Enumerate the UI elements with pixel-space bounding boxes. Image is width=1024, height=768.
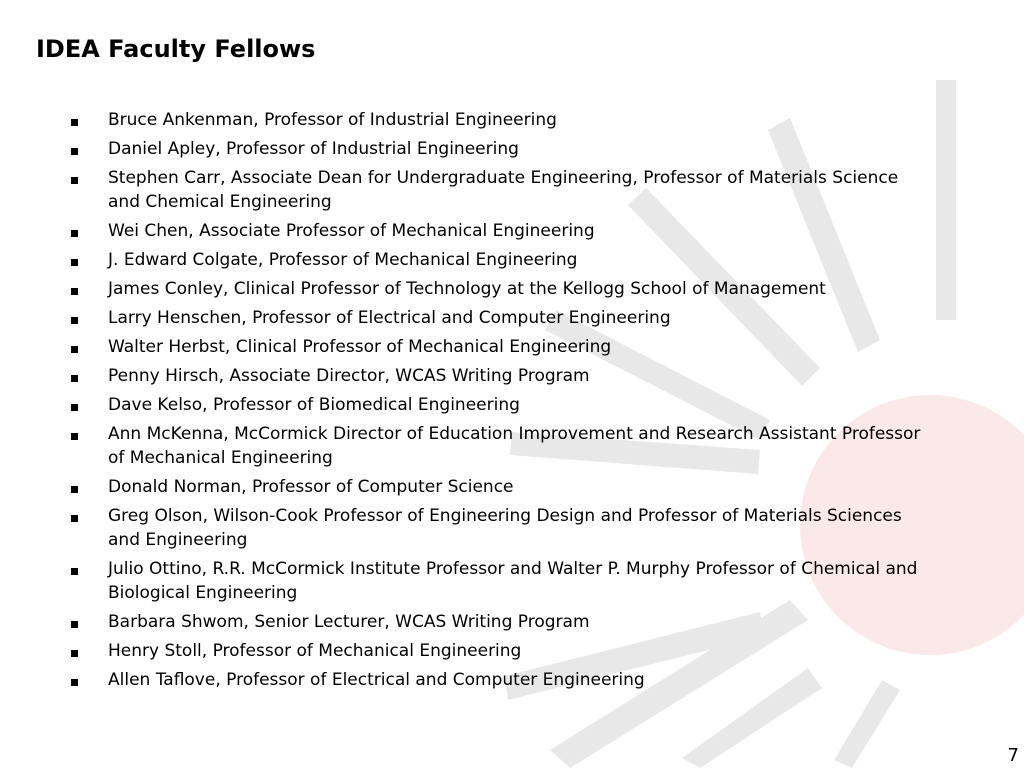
slide-title: IDEA Faculty Fellows bbox=[36, 35, 316, 63]
list-item bbox=[68, 364, 928, 388]
fellow-entry: Donald Norman, Professor of Computer Science bbox=[108, 477, 514, 497]
list-item bbox=[68, 277, 928, 301]
fellow-entry: Bruce Ankenman, Professor of Industrial Engineering bbox=[108, 110, 557, 130]
square-bullet-icon bbox=[68, 306, 108, 330]
list-item bbox=[68, 137, 928, 161]
fellow-entry: James Conley, Clinical Professor of Technology at the Kellogg School of Management bbox=[108, 279, 826, 299]
fellow-entry: Allen Taflove, Professor of Electrical and Computer Engineering bbox=[108, 670, 645, 690]
fellows-list bbox=[68, 108, 928, 697]
fellow-entry: Daniel Apley, Professor of Industrial Engineering bbox=[108, 139, 519, 159]
list-item bbox=[68, 639, 928, 663]
fellow-entry: Penny Hirsch, Associate Director, WCAS Writing Program bbox=[108, 366, 590, 386]
list-item bbox=[68, 610, 928, 634]
list-item bbox=[68, 557, 928, 605]
square-bullet-icon bbox=[68, 504, 108, 528]
square-bullet-icon bbox=[68, 248, 108, 272]
fellow-entry: Barbara Shwom, Senior Lecturer, WCAS Writing Program bbox=[108, 612, 590, 632]
square-bullet-icon bbox=[68, 639, 108, 663]
square-bullet-icon bbox=[68, 108, 108, 132]
square-bullet-icon bbox=[68, 422, 108, 446]
fellow-entry: Julio Ottino, R.R. McCormick Institute Professor and Walter P. Murphy Professor of Chemical and Biological Engineering bbox=[108, 559, 918, 603]
page-number: 7 bbox=[1007, 745, 1019, 766]
list-item bbox=[68, 668, 928, 692]
fellow-entry: Ann McKenna, McCormick Director of Education Improvement and Research Assistant Professor of Mechanical Engineering bbox=[108, 424, 921, 468]
list-item bbox=[68, 475, 928, 499]
square-bullet-icon bbox=[68, 166, 108, 190]
list-item bbox=[68, 393, 928, 417]
list-item bbox=[68, 219, 928, 243]
square-bullet-icon bbox=[68, 557, 108, 581]
fellow-entry: Stephen Carr, Associate Dean for Undergraduate Engineering, Professor of Materials Science and Chemical Engineering bbox=[108, 168, 899, 212]
list-item bbox=[68, 335, 928, 359]
square-bullet-icon bbox=[68, 137, 108, 161]
square-bullet-icon bbox=[68, 475, 108, 499]
square-bullet-icon bbox=[68, 219, 108, 243]
fellow-entry: Walter Herbst, Clinical Professor of Mechanical Engineering bbox=[108, 337, 612, 357]
square-bullet-icon bbox=[68, 610, 108, 634]
list-item bbox=[68, 422, 928, 470]
square-bullet-icon bbox=[68, 668, 108, 692]
fellow-entry: Henry Stoll, Professor of Mechanical Engineering bbox=[108, 641, 522, 661]
fellow-entry: J. Edward Colgate, Professor of Mechanical Engineering bbox=[108, 250, 578, 270]
fellow-entry: Dave Kelso, Professor of Biomedical Engineering bbox=[108, 395, 520, 415]
list-item bbox=[68, 166, 928, 214]
fellow-entry: Greg Olson, Wilson-Cook Professor of Engineering Design and Professor of Materials Sciences and Engineering bbox=[108, 506, 902, 550]
fellow-entry: Wei Chen, Associate Professor of Mechanical Engineering bbox=[108, 221, 595, 241]
square-bullet-icon bbox=[68, 393, 108, 417]
square-bullet-icon bbox=[68, 335, 108, 359]
square-bullet-icon bbox=[68, 277, 108, 301]
list-item bbox=[68, 504, 928, 552]
fellow-entry: Larry Henschen, Professor of Electrical and Computer Engineering bbox=[108, 308, 671, 328]
square-bullet-icon bbox=[68, 364, 108, 388]
list-item bbox=[68, 108, 928, 132]
list-item bbox=[68, 248, 928, 272]
list-item bbox=[68, 306, 928, 330]
